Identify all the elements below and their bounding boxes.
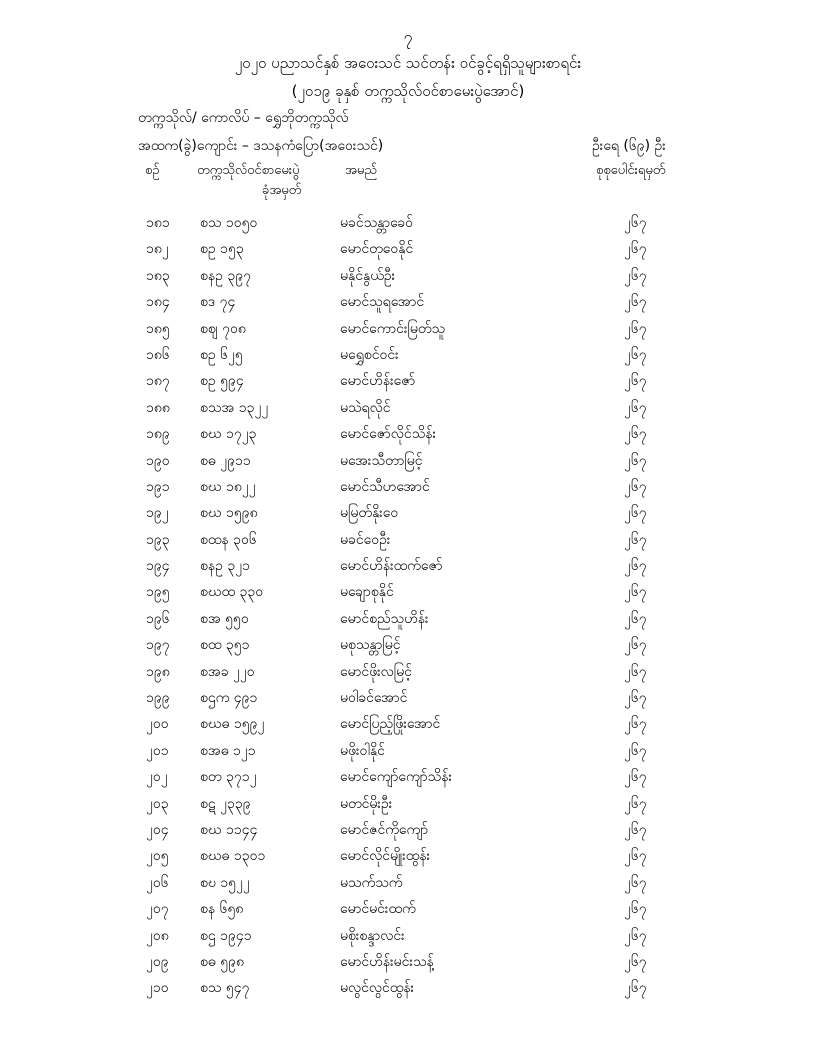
total-score: ၂၆၇ <box>624 373 647 390</box>
row-number: ၂၀၇ <box>146 901 169 918</box>
roll-number: စထန ၃၀၆ <box>200 531 257 548</box>
total-score: ၂၆၇ <box>624 320 647 337</box>
row-number: ၁၉၃ <box>146 531 170 548</box>
roll-number: စနဥ ၃၉၇ <box>200 267 251 284</box>
student-name: မနိုင်နွယ်ဦး <box>340 267 396 284</box>
document-title: ၂၀၂၀ ပညာသင်နှစ် အဝေးသင် သင်တန်း ဝင်ခွင့်ရရှိသူများစာရင်း <box>234 54 582 72</box>
student-name: မောင်ကောင်းမြတ်သူ <box>340 320 446 337</box>
total-score: ၂၆၇ <box>624 505 647 522</box>
student-name: မအေးသီတာမြင့် <box>340 452 423 469</box>
total-score: ၂၆၇ <box>624 769 647 786</box>
column-header-score: စုစုပေါင်းရမှတ် <box>596 163 666 178</box>
table-row <box>0 398 816 424</box>
table-row <box>0 451 816 477</box>
total-score: ၂၆၇ <box>624 452 647 469</box>
row-number: ၂၀၅ <box>146 848 169 865</box>
student-name: မောင်ဟိန်းထက်ဇော် <box>340 558 443 575</box>
roll-number: စဋ ၂၃၃၉ <box>200 795 251 812</box>
roll-number: စသ ၅၄၇ <box>200 980 250 997</box>
row-number: ၁၈၆ <box>146 346 170 363</box>
total-score: ၂၆၇ <box>624 558 647 575</box>
row-number: ၁၉၆ <box>146 610 170 627</box>
student-name: မောင်တုဝေနိုင် <box>340 241 414 258</box>
page-number: ၇ <box>403 27 413 46</box>
student-name: မခင်ဝေဦး <box>340 531 391 548</box>
student-name: မသက်သက် <box>340 874 403 891</box>
table-row <box>0 556 816 582</box>
table-row <box>0 820 816 846</box>
roll-number: စဎ ၁၅၂၂ <box>200 874 250 891</box>
roll-number: စနဥ ၃၂၁ <box>200 558 250 575</box>
roll-number: စဃထ ၃၃၀ <box>200 584 264 601</box>
total-score: ၂၆၇ <box>624 953 647 970</box>
table-row <box>0 582 816 608</box>
row-number: ၁၈၅ <box>146 320 170 337</box>
row-number: ၂၀၉ <box>146 953 169 970</box>
student-name: မဖိုးဝါနိုင် <box>340 742 385 759</box>
total-score: ၂၆၇ <box>624 874 647 891</box>
total-score: ၂၆၇ <box>624 294 647 311</box>
roll-number: စဃဓ ၁၅၉၂ <box>200 716 265 733</box>
total-score: ၂၆၇ <box>624 795 647 812</box>
student-name: မောင်မင်းထက် <box>340 901 416 918</box>
row-number: ၂၁၀ <box>146 980 169 997</box>
table-row <box>0 609 816 635</box>
total-score: ၂၆၇ <box>624 821 647 838</box>
table-row <box>0 952 816 978</box>
row-number: ၂၀၀ <box>146 716 169 733</box>
row-number: ၁၉၁ <box>146 478 170 495</box>
total-score: ၂၆၇ <box>624 241 647 258</box>
student-count: ဦးရေ (၆၉) ဦး <box>592 138 666 154</box>
row-number: ၁၈၈ <box>146 399 170 416</box>
roll-number: စဓ ၂၉၁၁ <box>200 452 251 469</box>
row-number: ၂၀၈ <box>146 927 169 944</box>
table-row <box>0 371 816 397</box>
table-row <box>0 714 816 740</box>
total-score: ၂၆၇ <box>624 927 647 944</box>
table-row <box>0 503 816 529</box>
student-name: မလွင်လွင်ထွန်း <box>340 980 415 997</box>
table-row <box>0 345 816 371</box>
table-row <box>0 662 816 688</box>
student-name: မောင်ဇင်ကိုကျော် <box>340 821 429 838</box>
row-number: ၂၀၄ <box>146 821 169 838</box>
school-line: အထက(ခွဲ)ကျောင်း – ဒသနကံပြော(အဝေးသင်) <box>138 138 384 154</box>
total-score: ၂၆၇ <box>624 716 647 733</box>
roll-number: စဌက ၄၉၁ <box>200 690 258 707</box>
table-row <box>0 846 816 872</box>
table-row <box>0 213 816 239</box>
row-number: ၁၉၈ <box>146 663 170 680</box>
row-number: ၁၈၂ <box>146 241 169 258</box>
roll-number: စဓ ၅၉၈ <box>200 953 244 970</box>
student-name: မောင်ဟိန်းဇော် <box>340 373 416 390</box>
total-score: ၂၆၇ <box>624 848 647 865</box>
row-number: ၂၀၃ <box>146 795 169 812</box>
table-row <box>0 266 816 292</box>
table-row <box>0 530 816 556</box>
total-score: ၂၆၇ <box>624 742 647 759</box>
table-row <box>0 873 816 899</box>
roll-number: စအဓ ၁၂၁ <box>200 742 256 759</box>
roll-number: စန ၆၅၈ <box>200 901 244 918</box>
total-score: ၂၆၇ <box>624 267 647 284</box>
row-number: ၁၈၉ <box>146 426 170 443</box>
roll-number: စထ ၃၅၁ <box>200 637 250 654</box>
column-header-no: စဉ် <box>145 163 160 178</box>
roll-number: စဃ ၁၈၂၂ <box>200 478 256 495</box>
total-score: ၂၆၇ <box>624 399 647 416</box>
table-row <box>0 978 816 1004</box>
roll-number: စဃ ၁၇၂၃ <box>200 426 257 443</box>
total-score: ၂၆၇ <box>624 980 647 997</box>
roll-number: စဥ ၆၂၅ <box>200 346 243 363</box>
table-row <box>0 767 816 793</box>
row-number: ၁၉၂ <box>146 505 169 522</box>
student-name: မသဲရလိုင် <box>340 399 391 416</box>
document-subtitle: (၂၀၁၉ ခုနှစ် တက္ကသိုလ်ဝင်စာမေးပွဲအောင်) <box>291 82 525 100</box>
total-score: ၂၆၇ <box>624 531 647 548</box>
total-score: ၂၆၇ <box>624 690 647 707</box>
student-name: မောင်စည်သူဟိန်း <box>340 610 429 627</box>
student-name: မဝါခင်အောင် <box>340 690 408 707</box>
roll-number: စဃ ၁၁၄၄ <box>200 821 258 838</box>
student-name: မောင်ကျော်ကျော်သိန်း <box>340 769 452 786</box>
roll-number: စအခ ၂၂၀ <box>200 663 255 680</box>
row-number: ၂၀၁ <box>146 742 169 759</box>
row-number: ၂၀၆ <box>146 874 169 891</box>
row-number: ၁၉၅ <box>146 584 170 601</box>
roll-number: စသ ၁၀၅၀ <box>200 215 258 231</box>
roll-number: စသအ ၁၃၂၂ <box>200 399 269 416</box>
student-name: မောင်သီဟအောင် <box>340 478 430 495</box>
total-score: ၂၆၇ <box>624 478 647 495</box>
roll-number: စဌ ၁၉၄၁ <box>200 927 252 944</box>
column-header-name: အမည် <box>345 163 377 178</box>
total-score: ၂၆၇ <box>624 215 647 231</box>
table-row <box>0 794 816 820</box>
student-name: မမြတ်နိုးဝေ <box>340 505 399 522</box>
row-number: ၁၉၄ <box>146 558 170 575</box>
table-row <box>0 926 816 952</box>
student-name: မောင်သူရအောင် <box>340 294 425 311</box>
student-name: မတင်မိုးဦး <box>340 795 393 812</box>
row-number: ၁၈၇ <box>146 373 170 390</box>
student-name: မောင်လိုင်မျိုးထွန်း <box>340 848 431 865</box>
roll-number: စတ ၃၇၁၂ <box>200 769 257 786</box>
table-row <box>0 477 816 503</box>
student-name: မရွှေစင်ဝင်း <box>340 346 399 363</box>
student-name: မစိုးစန္ဒာလင်း <box>340 927 405 944</box>
roll-number: စဈ ၇၀၈ <box>200 320 246 337</box>
row-number: ၁၈၃ <box>146 267 170 284</box>
university-line: တက္ကသိုလ်/ ကောလိပ် – ရွှေဘိုတက္ကသိုလ် <box>138 110 349 126</box>
student-name: မချောစုနိုင် <box>340 584 394 601</box>
table-row <box>0 424 816 450</box>
total-score: ၂၆၇ <box>624 584 647 601</box>
table-row <box>0 635 816 661</box>
row-number: ၁၈၁ <box>146 215 170 231</box>
roll-number: စဥ ၁၅၃ <box>200 241 244 258</box>
roll-number: စဃဓ ၁၃၀၁ <box>200 848 266 865</box>
total-score: ၂၆၇ <box>624 901 647 918</box>
table-row <box>0 292 816 318</box>
total-score: ၂၆၇ <box>624 426 647 443</box>
column-header-roll: တက္ကသိုလ်ဝင်စာမေးပွဲ <box>197 163 300 178</box>
roll-number: စဥ ၅၉၄ <box>200 373 244 390</box>
table-row <box>0 239 816 265</box>
total-score: ၂၆၇ <box>624 610 647 627</box>
student-list <box>0 213 816 1005</box>
roll-number: စအ ၅၅၀ <box>200 610 249 627</box>
table-row <box>0 688 816 714</box>
total-score: ၂၆၇ <box>624 637 647 654</box>
total-score: ၂၆၇ <box>624 346 647 363</box>
student-name: မစုသန္တာမြင့် <box>340 637 401 654</box>
student-name: မောင်ဖိုးလမြင့် <box>340 663 412 680</box>
roll-number: စဒ ၇၄ <box>200 294 236 311</box>
table-row <box>0 899 816 925</box>
student-name: မောင်ဇော်လိုင်သိန်း <box>340 426 437 443</box>
row-number: ၂၀၂ <box>146 769 168 786</box>
student-name: မောင်ဟိန်းမင်းသန့် <box>340 953 434 970</box>
table-row <box>0 319 816 345</box>
roll-number: စဃ ၁၅၉၈ <box>200 505 258 522</box>
table-row <box>0 741 816 767</box>
row-number: ၁၉၇ <box>146 637 170 654</box>
student-name: မခင်သန္တာခေဝ် <box>340 215 413 231</box>
total-score: ၂၆၇ <box>624 663 647 680</box>
row-number: ၁၈၄ <box>146 294 170 311</box>
column-header-roll-line2: ခုံအမှတ် <box>262 183 302 198</box>
student-name: မောင်ပြည့်ဖြိုးအောင် <box>340 716 441 733</box>
row-number: ၁၉၀ <box>146 452 170 469</box>
row-number: ၁၉၉ <box>146 690 170 707</box>
